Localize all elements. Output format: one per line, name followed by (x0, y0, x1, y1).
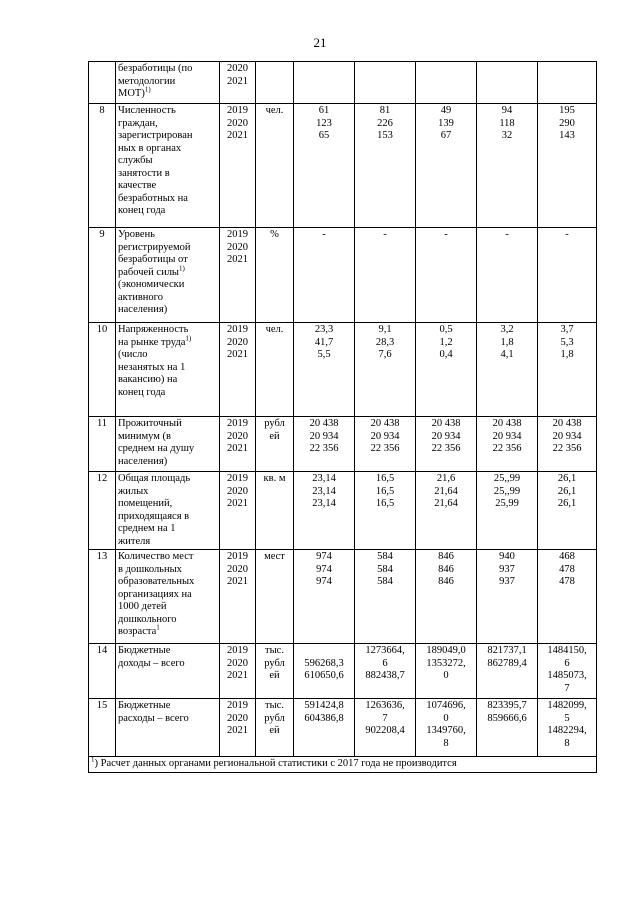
unit-cell: % (256, 228, 294, 323)
unit-cell: мест (256, 550, 294, 644)
value-cell (416, 62, 477, 104)
value-cell: 20 438 20 934 22 356 (538, 417, 597, 472)
table-row (89, 104, 597, 228)
value-cell: 23,14 23,14 23,14 (294, 472, 355, 550)
value-cell: 3,7 5,3 1,8 (538, 323, 597, 417)
footnote (89, 757, 597, 773)
footnote-reference: 1) (185, 334, 192, 342)
value-cell: 596268,3 610650,6 (294, 644, 355, 699)
indicator-name (116, 104, 220, 228)
indicator-name-text: Численность граждан, зарегистрирован ных в органах службы занятости в качестве безработных на конец года (118, 105, 193, 216)
value-cell: 21,6 21,64 21,64 (416, 472, 477, 550)
row-number: 9 (89, 228, 116, 323)
row-number: 15 (89, 699, 116, 757)
value-cell: 26,1 26,1 26,1 (538, 472, 597, 550)
value-cell: 940 937 937 (477, 550, 538, 644)
indicator-name (116, 699, 220, 757)
indicator-name (116, 550, 220, 644)
value-cell: 0,5 1,2 0,4 (416, 323, 477, 417)
value-cell: 49 139 67 (416, 104, 477, 228)
table-row (89, 323, 597, 417)
indicator-name-text: Общая площадь жилых помещений, приходящаяся в среднем на 1 жителя (118, 473, 191, 547)
indicator-name (116, 472, 220, 550)
row-number (89, 62, 116, 104)
indicator-name-continuation: (экономически активного населения) (118, 279, 185, 315)
years-cell: 2019 2020 2021 (220, 699, 256, 757)
value-cell: 468 478 478 (538, 550, 597, 644)
value-cell: 16,5 16,5 16,5 (355, 472, 416, 550)
indicator-name (116, 323, 220, 417)
value-cell: 61 123 65 (294, 104, 355, 228)
value-cell: - (477, 228, 538, 323)
value-cell: 584 584 584 (355, 550, 416, 644)
value-cell (355, 62, 416, 104)
table-row (89, 228, 597, 323)
value-cell: - (538, 228, 597, 323)
footnote-marker: 1 (91, 756, 95, 764)
value-cell: - (355, 228, 416, 323)
indicator-name-text: Уровень регистрируемой безработицы от рабочей силы (118, 229, 191, 278)
value-cell: - (416, 228, 477, 323)
value-cell (477, 62, 538, 104)
value-cell: 9,1 28,3 7,6 (355, 323, 416, 417)
value-cell: 81 226 153 (355, 104, 416, 228)
row-number: 10 (89, 323, 116, 417)
value-cell: 3,2 1,8 4,1 (477, 323, 538, 417)
unit-cell: чел. (256, 104, 294, 228)
years-cell: 2019 2020 2021 (220, 104, 256, 228)
unit-cell: рубл ей (256, 417, 294, 472)
value-cell: 1482099, 5 1482294, 8 (538, 699, 597, 757)
statistics-table (88, 61, 597, 773)
unit-cell: тыс. рубл ей (256, 699, 294, 757)
indicator-name-text: безработицы (по методологии МОТ) (118, 63, 193, 99)
footnote-reference: 1 (156, 623, 160, 632)
row-number: 8 (89, 104, 116, 228)
years-cell: 2020 2021 (220, 62, 256, 104)
unit-cell: чел. (256, 323, 294, 417)
indicator-name-continuation: (число незанятых на 1 вакансию) на конец года (118, 349, 186, 398)
value-cell: 20 438 20 934 22 356 (294, 417, 355, 472)
value-cell: 189049,0 1353272, 0 (416, 644, 477, 699)
value-cell: 20 438 20 934 22 356 (355, 417, 416, 472)
years-cell: 2019 2020 2021 (220, 472, 256, 550)
table-body (89, 62, 597, 757)
footnote-reference: 1) (144, 85, 151, 94)
table-row (89, 550, 597, 644)
indicator-name-text: Количество мест в дошкольных образовательных организациях на 1000 детей дошкольного возраста (118, 551, 195, 637)
value-cell: 591424,8 604386,8 (294, 699, 355, 757)
table-row (89, 417, 597, 472)
unit-cell: тыс. рубл ей (256, 644, 294, 699)
table-row (89, 699, 597, 757)
row-number: 13 (89, 550, 116, 644)
footnote-text: ) Расчет данных органами региональной статистики с 2017 года не производится (94, 758, 457, 769)
indicator-name (116, 62, 220, 104)
table-row (89, 472, 597, 550)
indicator-name (116, 644, 220, 699)
indicator-name-text: Прожиточный минимум (в среднем на душу населения) (118, 418, 195, 467)
indicator-name-text: Бюджетные расходы – всего (118, 700, 189, 724)
footnote-row (89, 757, 597, 773)
value-cell: 974 974 974 (294, 550, 355, 644)
value-cell: 20 438 20 934 22 356 (477, 417, 538, 472)
value-cell: 1484150, 6 1485073, 7 (538, 644, 597, 699)
row-number: 12 (89, 472, 116, 550)
footnote-reference: 1) (179, 264, 185, 272)
table-row (89, 62, 597, 104)
value-cell: 23,3 41,7 5,5 (294, 323, 355, 417)
indicator-name (116, 228, 220, 323)
value-cell: - (294, 228, 355, 323)
years-cell: 2019 2020 2021 (220, 644, 256, 699)
years-cell: 2019 2020 2021 (220, 550, 256, 644)
value-cell: 1263636, 7 902208,4 (355, 699, 416, 757)
years-cell: 2019 2020 2021 (220, 228, 256, 323)
indicator-name-text: Бюджетные доходы – всего (118, 645, 185, 669)
page-number: 21 (313, 35, 327, 50)
unit-cell (256, 62, 294, 104)
unit-cell: кв. м (256, 472, 294, 550)
value-cell: 20 438 20 934 22 356 (416, 417, 477, 472)
years-cell: 2019 2020 2021 (220, 323, 256, 417)
value-cell: 823395,7 859666,6 (477, 699, 538, 757)
value-cell: 821737,1 862789,4 (477, 644, 538, 699)
table-row (89, 644, 597, 699)
value-cell (294, 62, 355, 104)
value-cell (538, 62, 597, 104)
value-cell: 195 290 143 (538, 104, 597, 228)
value-cell: 25,,99 25,,99 25,99 (477, 472, 538, 550)
row-number: 14 (89, 644, 116, 699)
value-cell: 94 118 32 (477, 104, 538, 228)
indicator-name (116, 417, 220, 472)
value-cell: 1273664, 6 882438,7 (355, 644, 416, 699)
indicator-name-text: Напряженность на рынке труда (118, 324, 189, 348)
value-cell: 1074696, 0 1349760, 8 (416, 699, 477, 757)
value-cell: 846 846 846 (416, 550, 477, 644)
years-cell: 2019 2020 2021 (220, 417, 256, 472)
row-number: 11 (89, 417, 116, 472)
